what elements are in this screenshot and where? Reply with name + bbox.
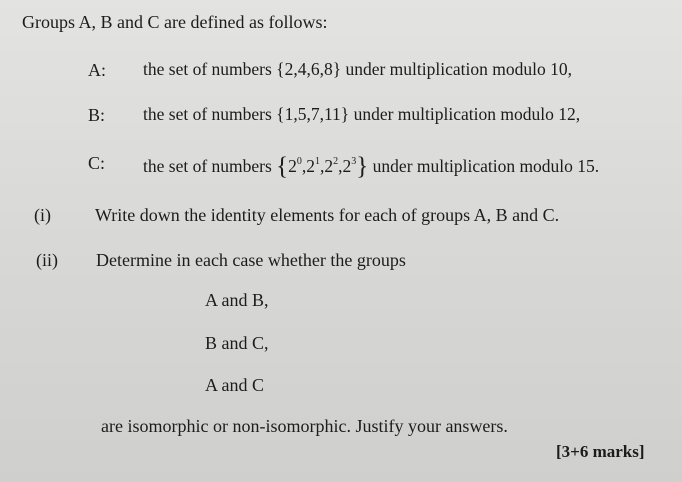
group-c-exponent-3: 3 [351, 156, 357, 167]
group-c-base-0: 2 [288, 156, 297, 176]
group-c-exponent-2: 2 [333, 156, 339, 167]
part-i-text: Write down the identity elements for each of groups A, B and C. [95, 205, 560, 225]
pair-a-b: A and B, [205, 290, 269, 310]
pair-a-c: A and C [205, 375, 265, 395]
marks-label: [3+6 marks] [556, 442, 645, 461]
group-b-label: B: [88, 105, 106, 125]
group-a-description: the set of numbers {2,4,6,8} under multiplication modulo 10, [143, 59, 572, 79]
group-c-open-brace: { [276, 153, 289, 180]
group-c-close-brace: } [356, 153, 369, 180]
intro-text: Groups A, B and C are defined as follows: [22, 12, 328, 32]
group-c-separator: , [338, 156, 343, 176]
part-ii-number: (ii) [36, 250, 58, 270]
group-c-prefix: the set of numbers [143, 156, 272, 176]
group-c-base-3: 2 [342, 156, 352, 176]
group-c-label: C: [88, 153, 106, 173]
part-ii-text: Determine in each case whether the groups [96, 250, 406, 270]
group-c-base-2: 2 [324, 156, 334, 176]
group-c-separator: , [320, 156, 325, 176]
group-c-separator: , [301, 156, 307, 176]
group-b-description: the set of numbers {1,5,7,11} under multiplication modulo 12, [143, 104, 581, 124]
group-a-label: A: [88, 60, 106, 80]
conclusion-text: are isomorphic or non-isomorphic. Justify your answers. [101, 416, 508, 436]
part-i-number: (i) [34, 205, 51, 225]
group-c-exponent-1: 1 [315, 156, 321, 167]
group-c-base-1: 2 [306, 156, 316, 176]
pair-b-c: B and C, [205, 333, 269, 353]
group-c-suffix: under multiplication modulo 15. [372, 156, 600, 176]
group-c-exponent-0: 0 [296, 156, 302, 167]
group-c-description [143, 154, 599, 179]
